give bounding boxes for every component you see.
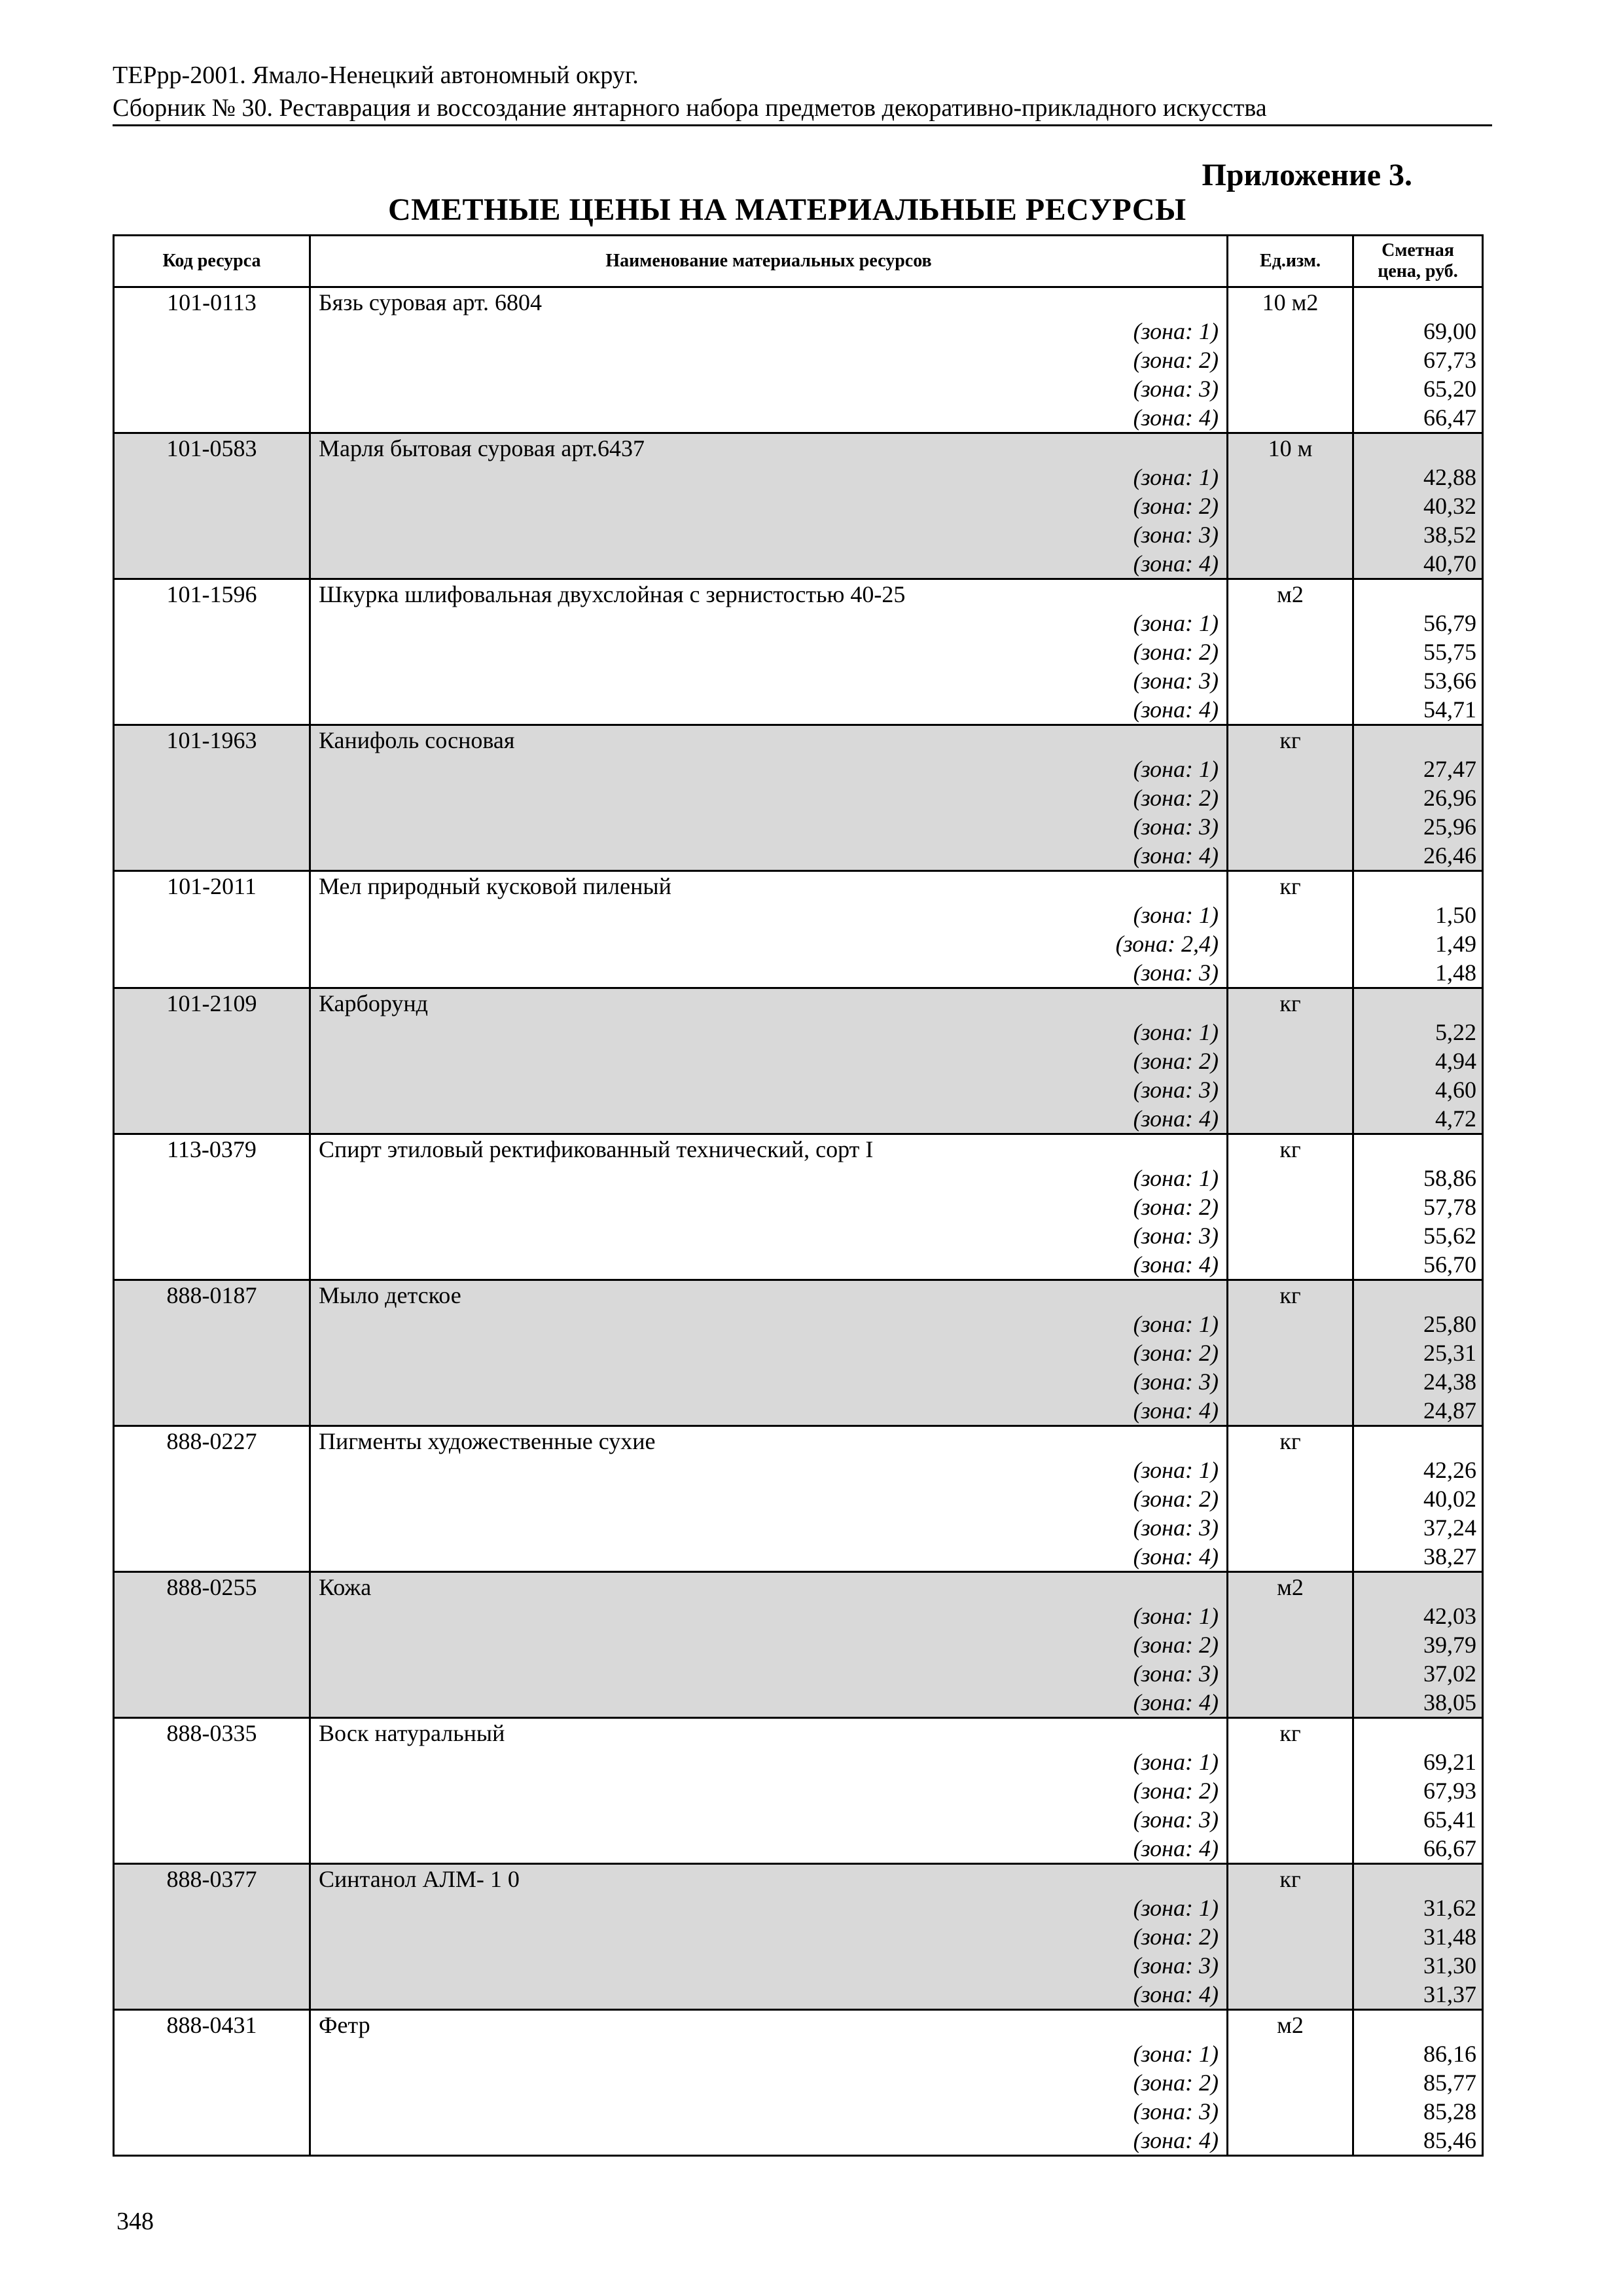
zone-price: 24,87: [1423, 1397, 1476, 1424]
resource-price-cell: [1353, 871, 1483, 988]
resource-name-cell: [310, 1572, 1228, 1718]
price-spacer: [1354, 434, 1482, 463]
resource-name-cell: [310, 1280, 1228, 1426]
zone-label: (зона: 1): [1133, 464, 1219, 490]
resource-code: 101-2011: [114, 871, 310, 988]
resource-unit: м2: [1228, 1572, 1353, 1718]
resource-unit: кг: [1228, 1718, 1353, 1864]
zone-price: 69,21: [1423, 1749, 1476, 1775]
zone-label: (зона: 1): [1133, 2041, 1219, 2067]
resource-name: Кожа: [319, 1574, 372, 1600]
zone-label: (зона: 1): [1133, 318, 1219, 344]
resource-name: Воск натуральный: [319, 1720, 505, 1746]
resource-price-cell: [1353, 1572, 1483, 1718]
zone-label: (зона: 4): [1133, 696, 1219, 723]
resource-price-cell: [1353, 1280, 1483, 1426]
zone-label: (зона: 2,4): [1115, 931, 1219, 957]
zone-label: (зона: 4): [1133, 1981, 1219, 2007]
resource-price-cell: [1353, 579, 1483, 725]
zone-label: (зона: 3): [1133, 522, 1219, 548]
resource-code: 888-0431: [114, 2010, 310, 2156]
resource-name-cell: [310, 725, 1228, 871]
zone-price: 54,71: [1423, 696, 1476, 723]
zone-label: (зона: 2): [1133, 493, 1219, 519]
zone-label: (зона: 1): [1133, 1311, 1219, 1337]
resource-name-cell: [310, 871, 1228, 988]
zone-price: 38,05: [1423, 1689, 1476, 1715]
zone-label: (зона: 4): [1133, 1543, 1219, 1570]
zone-price: 42,26: [1423, 1457, 1476, 1483]
resource-name-cell: [310, 579, 1228, 725]
zone-label: (зона: 1): [1133, 610, 1219, 636]
zone-price: 58,86: [1423, 1165, 1476, 1191]
resource-unit: кг: [1228, 1426, 1353, 1572]
resource-name: Фетр: [319, 2012, 370, 2038]
resource-name: Шкурка шлифовальная двухслойная с зернистостью 40-25: [319, 581, 906, 607]
zone-price: 5,22: [1435, 1019, 1476, 1045]
resource-group: [114, 725, 1483, 871]
table-row: [114, 1864, 1483, 2010]
zone-price: 26,46: [1423, 842, 1476, 869]
resource-unit: кг: [1228, 725, 1353, 871]
zone-label: (зона: 2): [1133, 1340, 1219, 1366]
resource-group: [114, 1718, 1483, 1864]
resource-name: Карборунд: [319, 990, 428, 1016]
table-row: [114, 1718, 1483, 1864]
resource-group: [114, 1134, 1483, 1280]
zone-price: 42,03: [1423, 1603, 1476, 1629]
zone-price: 1,50: [1435, 902, 1476, 928]
resource-price-cell: [1353, 988, 1483, 1134]
resource-code: 888-0227: [114, 1426, 310, 1572]
price-spacer: [1354, 989, 1482, 1018]
resource-name-cell: [310, 1134, 1228, 1280]
table-row: [114, 1572, 1483, 1718]
zone-price: 85,77: [1423, 2070, 1476, 2096]
table-row: [114, 287, 1483, 433]
zone-label: (зона: 3): [1133, 376, 1219, 402]
zone-price: 1,48: [1435, 960, 1476, 986]
resource-name: Синтанол АЛМ- 1 0: [319, 1866, 520, 1892]
zone-label: (зона: 3): [1133, 814, 1219, 840]
zone-price: 42,88: [1423, 464, 1476, 490]
zone-label: (зона: 3): [1133, 1077, 1219, 1103]
zone-price: 66,67: [1423, 1835, 1476, 1861]
table-row: [114, 1280, 1483, 1426]
resource-name-cell: [310, 1864, 1228, 2010]
zone-label: (зона: 1): [1133, 756, 1219, 782]
zone-label: (зона: 1): [1133, 1457, 1219, 1483]
resource-unit: кг: [1228, 988, 1353, 1134]
zone-price: 38,52: [1423, 522, 1476, 548]
resource-code: 888-0377: [114, 1864, 310, 2010]
zone-label: (зона: 2): [1133, 1778, 1219, 1804]
resource-group: [114, 1864, 1483, 2010]
zone-label: (зона: 1): [1133, 902, 1219, 928]
price-spacer: [1354, 1719, 1482, 1748]
zone-label: (зона: 3): [1133, 1223, 1219, 1249]
zone-price: 67,93: [1423, 1778, 1476, 1804]
header-divider: [113, 124, 1492, 126]
resource-name-cell: [310, 988, 1228, 1134]
zone-price: 66,47: [1423, 404, 1476, 431]
zone-label: (зона: 4): [1133, 1689, 1219, 1715]
resource-name-cell: [310, 1718, 1228, 1864]
price-spacer: [1354, 1865, 1482, 1893]
zone-label: (зона: 2): [1133, 2070, 1219, 2096]
zone-price: 55,62: [1423, 1223, 1476, 1249]
page-number: 348: [116, 2208, 154, 2235]
resource-code: 113-0379: [114, 1134, 310, 1280]
table-row: [114, 871, 1483, 988]
price-spacer: [1354, 726, 1482, 755]
zone-label: (зона: 2): [1133, 639, 1219, 665]
zone-label: (зона: 3): [1133, 1369, 1219, 1395]
zone-price: 40,70: [1423, 550, 1476, 577]
zone-price: 25,80: [1423, 1311, 1476, 1337]
table-row: [114, 725, 1483, 871]
zone-label: (зона: 3): [1133, 1806, 1219, 1833]
resource-unit: кг: [1228, 871, 1353, 988]
resource-code: 888-0187: [114, 1280, 310, 1426]
zone-price: 25,96: [1423, 814, 1476, 840]
appendix-label: Приложение 3.: [1202, 158, 1412, 192]
resource-name: Пигменты художественные сухие: [319, 1428, 656, 1454]
zone-price: 4,94: [1435, 1048, 1476, 1074]
price-spacer: [1354, 1427, 1482, 1456]
document-header-line1: ТЕРрр-2001. Ямало-Ненецкий автономный округ.: [113, 62, 639, 89]
zone-price: 86,16: [1423, 2041, 1476, 2067]
resource-price-cell: [1353, 725, 1483, 871]
resource-code: 888-0335: [114, 1718, 310, 1864]
zone-label: (зона: 2): [1133, 1924, 1219, 1950]
resource-code: 101-1963: [114, 725, 310, 871]
zone-label: (зона: 2): [1133, 785, 1219, 811]
zone-label: (зона: 4): [1133, 1835, 1219, 1861]
resource-code: 888-0255: [114, 1572, 310, 1718]
table-row: [114, 2010, 1483, 2156]
resource-unit: кг: [1228, 1864, 1353, 2010]
zone-label: (зона: 4): [1133, 2127, 1219, 2153]
zone-label: (зона: 2): [1133, 1486, 1219, 1512]
resource-price-cell: [1353, 1426, 1483, 1572]
price-spacer: [1354, 288, 1482, 317]
zone-label: (зона: 1): [1133, 1749, 1219, 1775]
zone-price: 67,73: [1423, 347, 1476, 373]
zone-label: (зона: 3): [1133, 1660, 1219, 1687]
zone-price: 31,48: [1423, 1924, 1476, 1950]
zone-price: 27,47: [1423, 756, 1476, 782]
resource-group: [114, 988, 1483, 1134]
zone-label: (зона: 4): [1133, 404, 1219, 431]
zone-price: 31,62: [1423, 1895, 1476, 1921]
zone-price: 4,72: [1435, 1105, 1476, 1132]
resource-group: [114, 871, 1483, 988]
zone-price: 24,38: [1423, 1369, 1476, 1395]
zone-label: (зона: 4): [1133, 550, 1219, 577]
zone-label: (зона: 1): [1133, 1603, 1219, 1629]
zone-label: (зона: 3): [1133, 960, 1219, 986]
zone-price: 69,00: [1423, 318, 1476, 344]
resource-unit: м2: [1228, 2010, 1353, 2156]
zone-label: (зона: 1): [1133, 1165, 1219, 1191]
resource-group: [114, 1572, 1483, 1718]
table-row: [114, 988, 1483, 1134]
column-header-unit: Ед.изм.: [1228, 236, 1353, 287]
resource-group: [114, 433, 1483, 579]
resource-unit: кг: [1228, 1280, 1353, 1426]
resource-name: Канифоль сосновая: [319, 727, 515, 753]
zone-label: (зона: 2): [1133, 1194, 1219, 1220]
zone-price: 57,78: [1423, 1194, 1476, 1220]
resource-name-cell: [310, 287, 1228, 433]
zone-price: 56,79: [1423, 610, 1476, 636]
resource-name-cell: [310, 433, 1228, 579]
page-title: СМЕТНЫЕ ЦЕНЫ НА МАТЕРИАЛЬНЫЕ РЕСУРСЫ: [388, 192, 1186, 227]
resource-code: 101-0113: [114, 287, 310, 433]
zone-price: 37,24: [1423, 1515, 1476, 1541]
materials-price-table: [113, 234, 1484, 2157]
resource-group: [114, 579, 1483, 725]
resource-unit: м2: [1228, 579, 1353, 725]
price-spacer: [1354, 1573, 1482, 1602]
resource-name: Бязь суровая арт. 6804: [319, 289, 542, 315]
resource-price-cell: [1353, 1718, 1483, 1864]
column-header-name: Наименование материальных ресурсов: [310, 236, 1228, 287]
resource-unit: 10 м: [1228, 433, 1353, 579]
resource-unit: кг: [1228, 1134, 1353, 1280]
zone-price: 65,41: [1423, 1806, 1476, 1833]
zone-price: 31,37: [1423, 1981, 1476, 2007]
zone-price: 39,79: [1423, 1632, 1476, 1658]
zone-price: 85,28: [1423, 2098, 1476, 2125]
price-spacer: [1354, 1281, 1482, 1310]
zone-price: 40,32: [1423, 493, 1476, 519]
zone-label: (зона: 1): [1133, 1895, 1219, 1921]
table-row: [114, 579, 1483, 725]
resource-group: [114, 1280, 1483, 1426]
price-spacer: [1354, 1135, 1482, 1164]
zone-label: (зона: 3): [1133, 1952, 1219, 1979]
price-spacer: [1354, 2011, 1482, 2039]
zone-price: 26,96: [1423, 785, 1476, 811]
zone-label: (зона: 4): [1133, 1251, 1219, 1278]
zone-price: 53,66: [1423, 668, 1476, 694]
resource-name-cell: [310, 2010, 1228, 2156]
column-header-code: Код ресурса: [114, 236, 310, 287]
zone-label: (зона: 2): [1133, 1632, 1219, 1658]
resource-code: 101-1596: [114, 579, 310, 725]
resource-price-cell: [1353, 1134, 1483, 1280]
price-spacer: [1354, 580, 1482, 609]
resource-name: Марля бытовая суровая арт.6437: [319, 435, 645, 461]
resource-price-cell: [1353, 433, 1483, 579]
table-row: [114, 1426, 1483, 1572]
zone-price: 1,49: [1435, 931, 1476, 957]
resource-name-cell: [310, 1426, 1228, 1572]
resource-name: Спирт этиловый ректификованный технический, сорт I: [319, 1136, 874, 1162]
zone-label: (зона: 3): [1133, 1515, 1219, 1541]
zone-price: 40,02: [1423, 1486, 1476, 1512]
zone-label: (зона: 1): [1133, 1019, 1219, 1045]
zone-price: 56,70: [1423, 1251, 1476, 1278]
resource-price-cell: [1353, 1864, 1483, 2010]
document-header-line2: Сборник № 30. Реставрация и воссоздание янтарного набора предметов декоративно-прикладного искусства: [113, 94, 1267, 122]
zone-price: 25,31: [1423, 1340, 1476, 1366]
zone-label: (зона: 4): [1133, 1105, 1219, 1132]
zone-price: 85,46: [1423, 2127, 1476, 2153]
price-spacer: [1354, 872, 1482, 901]
resource-name: Мел природный кусковой пиленый: [319, 873, 671, 899]
resource-group: [114, 2010, 1483, 2156]
resource-price-cell: [1353, 2010, 1483, 2156]
zone-price: 31,30: [1423, 1952, 1476, 1979]
resource-name: Мыло детское: [319, 1282, 461, 1308]
resource-group: [114, 1426, 1483, 1572]
resource-price-cell: [1353, 287, 1483, 433]
resource-unit: 10 м2: [1228, 287, 1353, 433]
resource-code: 101-0583: [114, 433, 310, 579]
zone-label: (зона: 2): [1133, 347, 1219, 373]
table-row: [114, 433, 1483, 579]
zone-price: 37,02: [1423, 1660, 1476, 1687]
zone-label: (зона: 3): [1133, 2098, 1219, 2125]
table-header-row: [114, 236, 1483, 287]
column-header-price: Сметная цена, руб.: [1353, 236, 1483, 287]
zone-price: 4,60: [1435, 1077, 1476, 1103]
table-row: [114, 1134, 1483, 1280]
zone-label: (зона: 3): [1133, 668, 1219, 694]
zone-price: 55,75: [1423, 639, 1476, 665]
zone-price: 38,27: [1423, 1543, 1476, 1570]
resource-group: [114, 287, 1483, 433]
zone-label: (зона: 4): [1133, 842, 1219, 869]
zone-label: (зона: 2): [1133, 1048, 1219, 1074]
zone-label: (зона: 4): [1133, 1397, 1219, 1424]
zone-price: 65,20: [1423, 376, 1476, 402]
resource-code: 101-2109: [114, 988, 310, 1134]
